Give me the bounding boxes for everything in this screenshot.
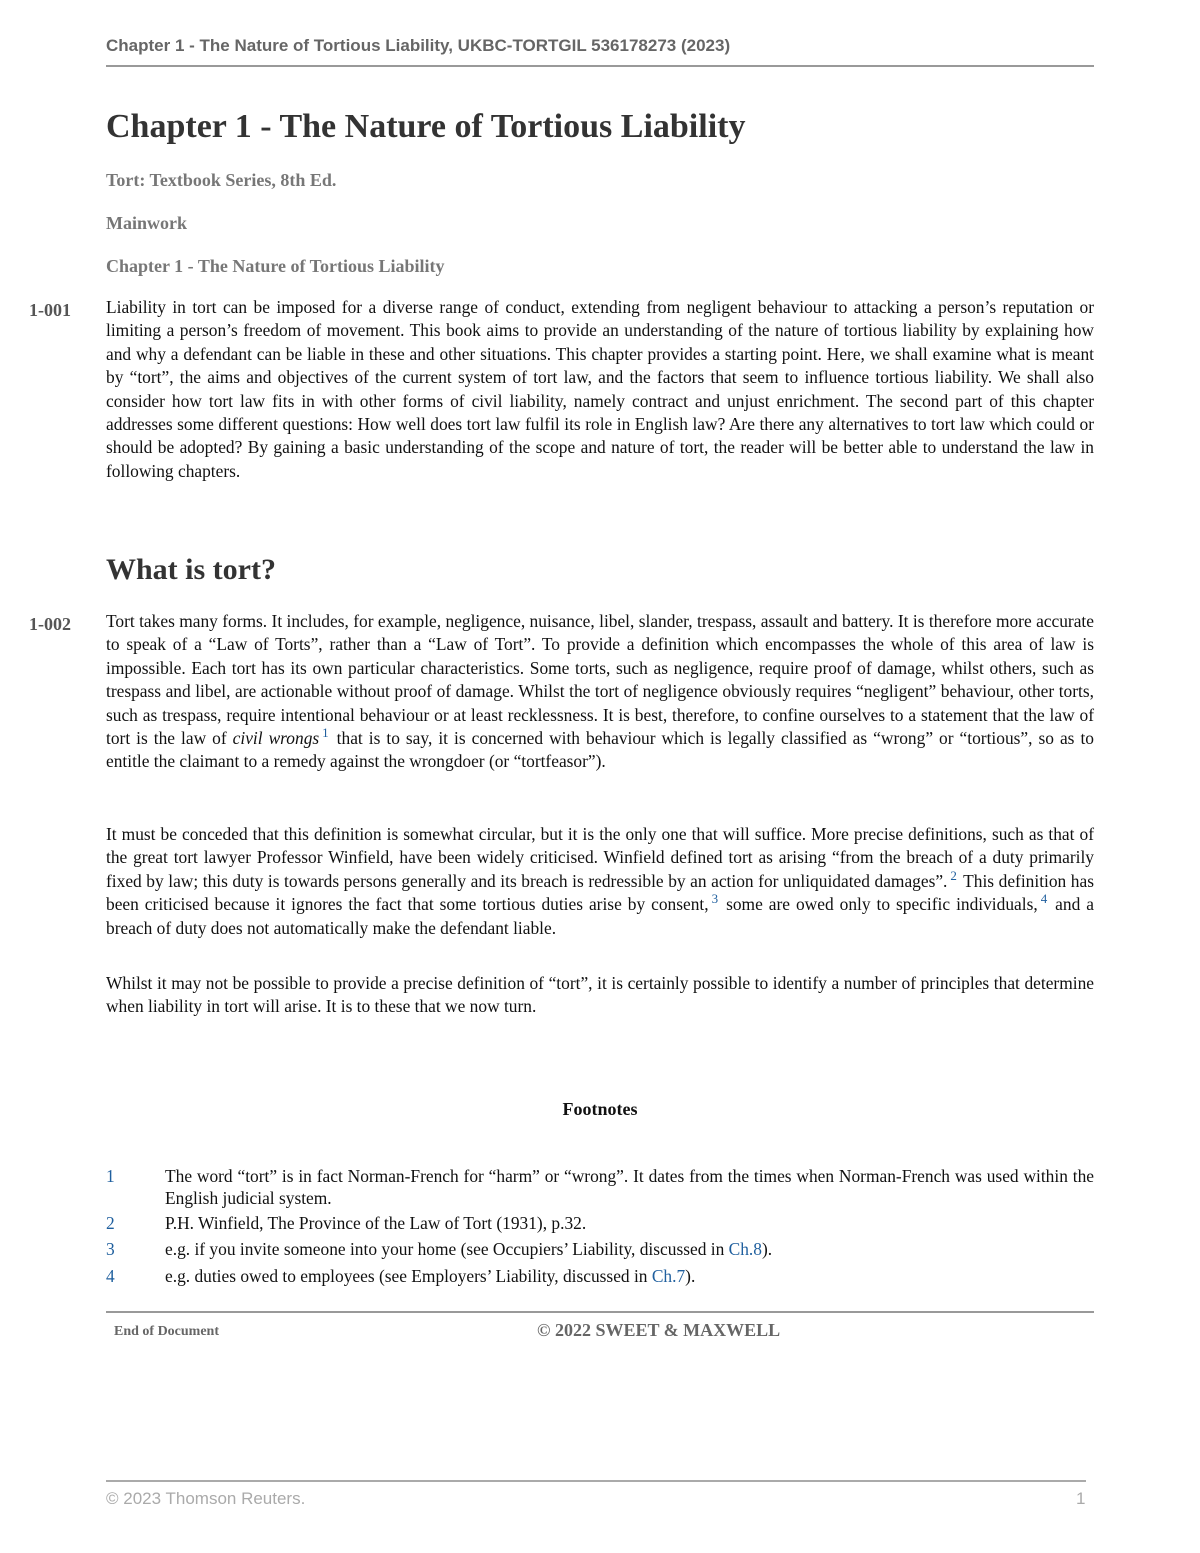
footnote-text-part: e.g. duties owed to employees (see Employers’ Liability, discussed in: [165, 1266, 652, 1286]
footnote-text-part: ).: [685, 1266, 696, 1286]
paragraph-text: This definition has been criticised because it ignores the fact that some tortious duties arise by consent,: [106, 870, 1094, 915]
footnote-ref-2[interactable]: 2: [950, 868, 957, 884]
page-number: 1: [1076, 1489, 1086, 1508]
footnote-number[interactable]: 4: [106, 1266, 115, 1286]
footnote-item: [106, 1212, 1094, 1234]
footer-divider: [106, 1480, 1086, 1482]
divider: [106, 1311, 1094, 1313]
footnote-number[interactable]: 2: [106, 1213, 115, 1233]
paragraph-number: 1-001: [29, 300, 71, 320]
footnote-text-part: e.g. if you invite someone into your home (see Occupiers’ Liability, discussed in: [165, 1239, 729, 1259]
series-label: Tort: Textbook Series, 8th Ed.: [106, 170, 337, 190]
footnote-item: [106, 1165, 1094, 1209]
footnote-text: [165, 1265, 1094, 1287]
footnote-ref-1[interactable]: 1: [322, 725, 329, 741]
footnote-text: P.H. Winfield, The Province of the Law of Tort (1931), p.32.: [165, 1213, 587, 1233]
paragraph-text: some are owed only to specific individuals,: [720, 894, 1038, 915]
document-title: Chapter 1 - The Nature of Tortious Liability: [106, 108, 746, 145]
paragraph-text: It must be conceded that this definition is somewhat circular, but it is the only one that will suffice. More precise definitions, such as that of the great tort lawyer Professor Winfield, have been widely criticised. Winfield defined tort as arising “from the breach of a duty primarily fixed by law; this duty is towards persons generally and its breach is redressible by an action for unliquidated damages”.: [106, 824, 1094, 891]
paragraph-text: and a breach of duty does not automatically make the defendant liable.: [106, 894, 1094, 938]
part-label: Mainwork: [106, 213, 187, 233]
paragraph-continued: Whilst it may not be possible to provide a precise definition of “tort”, it is certainly possible to identify a number of principles that determine when liability in tort will arise. It is to these that we now turn.: [106, 973, 1094, 1017]
paragraph-1-002: [106, 610, 1094, 774]
footnote-text-part: ).: [761, 1239, 773, 1259]
chapter-label: Chapter 1 - The Nature of Tortious Liability: [106, 256, 445, 276]
chapter-link[interactable]: Ch.7: [651, 1266, 686, 1286]
chapter-link[interactable]: Ch.8: [728, 1239, 762, 1259]
footnote-number[interactable]: 1: [106, 1166, 115, 1186]
emphasis-text: civil wrongs: [232, 728, 320, 749]
paragraph-continued: [106, 823, 1094, 940]
paragraph-number: 1-002: [29, 614, 71, 634]
footnote-item: [106, 1265, 1094, 1287]
footnote-ref-3[interactable]: 3: [711, 891, 719, 907]
section-heading: What is tort?: [106, 553, 276, 586]
running-header: Chapter 1 - The Nature of Tortious Liability, UKBC-TORTGIL 536178273 (2023): [106, 36, 1094, 67]
footnote-text: The word “tort” is in fact Norman-French for “harm” or “wrong”. It dates from the times when Norman-French was used within the English judicial system.: [165, 1166, 1094, 1208]
paragraph-text: that is to say, it is concerned with behaviour which is legally classified as “wrong” or “tortious”, so as to entitle the claimant to a remedy against the wrongdoer (or “tortfeasor”).: [106, 728, 1094, 772]
footer-copyright: © 2023 Thomson Reuters.: [106, 1489, 306, 1508]
footnotes-title: Footnotes: [562, 1099, 638, 1119]
footnote-text: [165, 1238, 1094, 1260]
footnote-item: [106, 1238, 1094, 1260]
publisher-copyright: © 2022 SWEET & MAXWELL: [537, 1320, 781, 1340]
paragraph-1-001: Liability in tort can be imposed for a diverse range of conduct, extending from negligent behaviour to attacking a person’s reputation or limiting a person’s freedom of movement. This book aims to provide an understanding of the nature of tortious liability by explaining how and why a defendant can be liable in these and other situations. This chapter provides a starting point. Here, we shall examine what is meant by “tort”, the aims and objectives of the current system of tort law, and the factors that seem to influence tortious liability. We shall also consider how tort law fits in with other forms of civil liability, namely contract and unjust enrichment. The second part of this chapter addresses some different questions: How well does tort law fulfil its role in English law? Are there any alternatives to tort law which could or should be adopted? By gaining a basic understanding of the scope and nature of tort, the reader will be better able to understand the law in following chapters.: [106, 297, 1094, 481]
end-of-document-label: End of Document: [114, 1324, 220, 1339]
paragraph-text: Tort takes many forms. It includes, for example, negligence, nuisance, libel, slander, trespass, assault and battery. It is therefore more accurate to speak of a “Law of Torts”, rather than a “Law of Tort”. To provide a definition which encompasses the whole of this area of law is impossible. Each tort has its own particular characteristics. Some torts, such as negligence, require proof of damage, whilst others, such as trespass and libel, are actionable without proof of damage. Whilst the tort of negligence obviously requires “negligent” behaviour, other torts, such as trespass, require intentional behaviour or at least recklessness. It is best, therefore, to confine ourselves to a statement that the law of tort is the law of: [106, 611, 1094, 749]
footnote-number[interactable]: 3: [106, 1239, 115, 1259]
footnote-ref-4[interactable]: 4: [1040, 891, 1048, 907]
